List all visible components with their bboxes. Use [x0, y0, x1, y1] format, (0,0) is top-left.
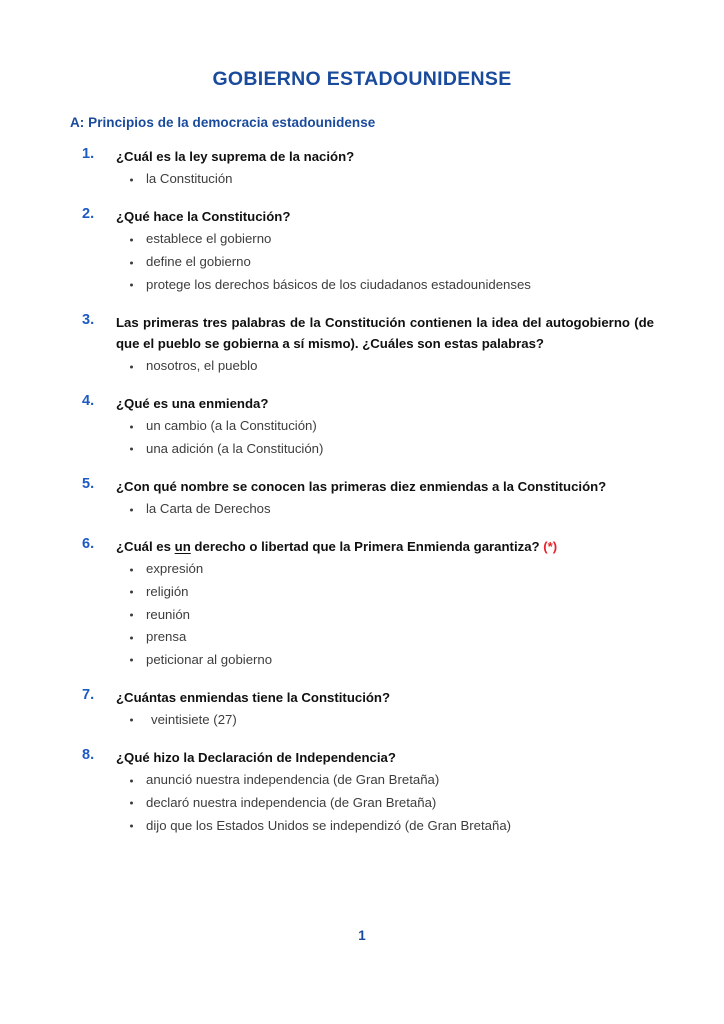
- question-number: 3.: [82, 311, 95, 328]
- bullet-icon: [130, 659, 133, 662]
- bullet-icon: [130, 425, 133, 428]
- question-item: [70, 687, 654, 732]
- answer-text: la Carta de Derechos: [146, 501, 271, 517]
- bullet-icon: [130, 365, 133, 368]
- question-text: ¿Qué hace la Constitución?: [116, 209, 291, 225]
- answer-item: [116, 168, 654, 191]
- bullet-icon: [130, 824, 133, 827]
- question-text: ¿Cuál es la ley suprema de la nación?: [116, 149, 355, 164]
- question-text: ¿Con qué nombre se conocen las primeras diez enmiendas a la Constitución?: [116, 478, 607, 494]
- answer-text: dijo que los Estados Unidos se independizó (de Gran Bretaña): [146, 817, 512, 833]
- answers-list: [116, 167, 654, 191]
- question-number: 1.: [82, 146, 95, 162]
- answer-item: [116, 228, 654, 251]
- answer-text: nosotros, el pueblo: [146, 358, 258, 374]
- answer-item: [116, 498, 654, 521]
- question-number: 8.: [82, 746, 95, 763]
- answer-item: [116, 581, 654, 604]
- answer-item: [116, 438, 654, 461]
- question-text: ¿Qué hizo la Declaración de Independencia?: [116, 749, 396, 765]
- answer-text: expresión: [146, 561, 204, 577]
- questions-list: [70, 130, 654, 837]
- question-text-before: ¿Cuál es: [116, 538, 175, 554]
- question-item: [70, 146, 654, 191]
- question-item: [70, 476, 654, 521]
- question-number: 2.: [82, 206, 95, 223]
- answer-item: [116, 792, 654, 815]
- answer-text: anunció nuestra independencia (de Gran Bretaña): [146, 772, 440, 788]
- bullet-icon: [130, 802, 133, 805]
- answer-item: [116, 709, 654, 732]
- page-number: 1: [358, 928, 366, 943]
- answer-item: [116, 604, 654, 627]
- bullet-icon: [130, 568, 133, 571]
- asterisk-marker: (*): [543, 538, 558, 554]
- bullet-icon: [130, 614, 133, 617]
- answer-text: un cambio (a la Constitución): [146, 418, 317, 434]
- bullet-icon: [130, 508, 133, 511]
- answer-text: define el gobierno: [146, 254, 251, 270]
- section-heading: A: Principios de la democracia estadounidense: [70, 115, 376, 130]
- answers-list: [116, 354, 654, 378]
- answer-text: la Constitución: [146, 171, 233, 187]
- bullet-icon: [130, 591, 133, 594]
- question-text: [116, 536, 654, 557]
- answers-list: [116, 557, 654, 672]
- bullet-icon: [130, 238, 133, 241]
- answer-text: establece el gobierno: [146, 231, 272, 247]
- question-number: 4.: [82, 393, 95, 410]
- answer-item: [116, 251, 654, 274]
- answer-text: prensa: [146, 629, 187, 645]
- bullet-icon: [130, 178, 133, 181]
- answer-item: [116, 415, 654, 438]
- answer-item: [116, 649, 654, 672]
- answer-item: [116, 769, 654, 792]
- answer-text: veintisiete (27): [151, 712, 237, 728]
- answer-text: religión: [146, 583, 189, 599]
- answer-text: protege los derechos básicos de los ciudadanos estadounidenses: [146, 276, 531, 292]
- question-number: 6.: [82, 535, 95, 552]
- question-item: [70, 312, 654, 378]
- question-number: 7.: [82, 686, 95, 703]
- bullet-icon: [130, 261, 133, 264]
- answer-text: declaró nuestra independencia (de Gran Bretaña): [146, 794, 437, 810]
- bullet-icon: [130, 284, 133, 287]
- question-text: Las primeras tres palabras de la Constitución contienen la idea del autogobierno (de que el pueblo se gobierna a sí mismo). ¿Cuáles son estas palabras?: [116, 314, 654, 351]
- answer-item: [116, 558, 654, 581]
- question-item: [70, 393, 654, 461]
- answer-text: peticionar al gobierno: [146, 652, 273, 668]
- answer-item: [116, 274, 654, 297]
- bullet-icon: [130, 448, 133, 451]
- question-text: ¿Qué es una enmienda?: [116, 396, 269, 412]
- answers-list: [116, 227, 654, 296]
- question-text-emphasis: un: [174, 538, 191, 554]
- answers-list: [116, 414, 654, 460]
- answers-list: [116, 768, 654, 837]
- bullet-icon: [130, 779, 133, 782]
- question-text: ¿Cuántas enmiendas tiene la Constitución?: [116, 689, 391, 705]
- question-text-after: derecho o libertad que la Primera Enmienda garantiza?: [190, 538, 544, 554]
- question-item: [70, 206, 654, 296]
- answer-item: [116, 626, 654, 649]
- bullet-icon: [130, 719, 133, 722]
- bullet-icon: [130, 636, 133, 639]
- question-item: [70, 536, 654, 672]
- answers-list: [116, 708, 654, 732]
- answer-text: reunión: [146, 606, 190, 622]
- question-item: [70, 747, 654, 837]
- answers-list: [116, 497, 654, 521]
- answer-item: [116, 355, 654, 378]
- answer-text: una adición (a la Constitución): [146, 441, 324, 457]
- page-title: GOBIERNO ESTADOUNIDENSE: [212, 68, 512, 90]
- answer-item: [116, 815, 654, 838]
- question-number: 5.: [82, 475, 95, 492]
